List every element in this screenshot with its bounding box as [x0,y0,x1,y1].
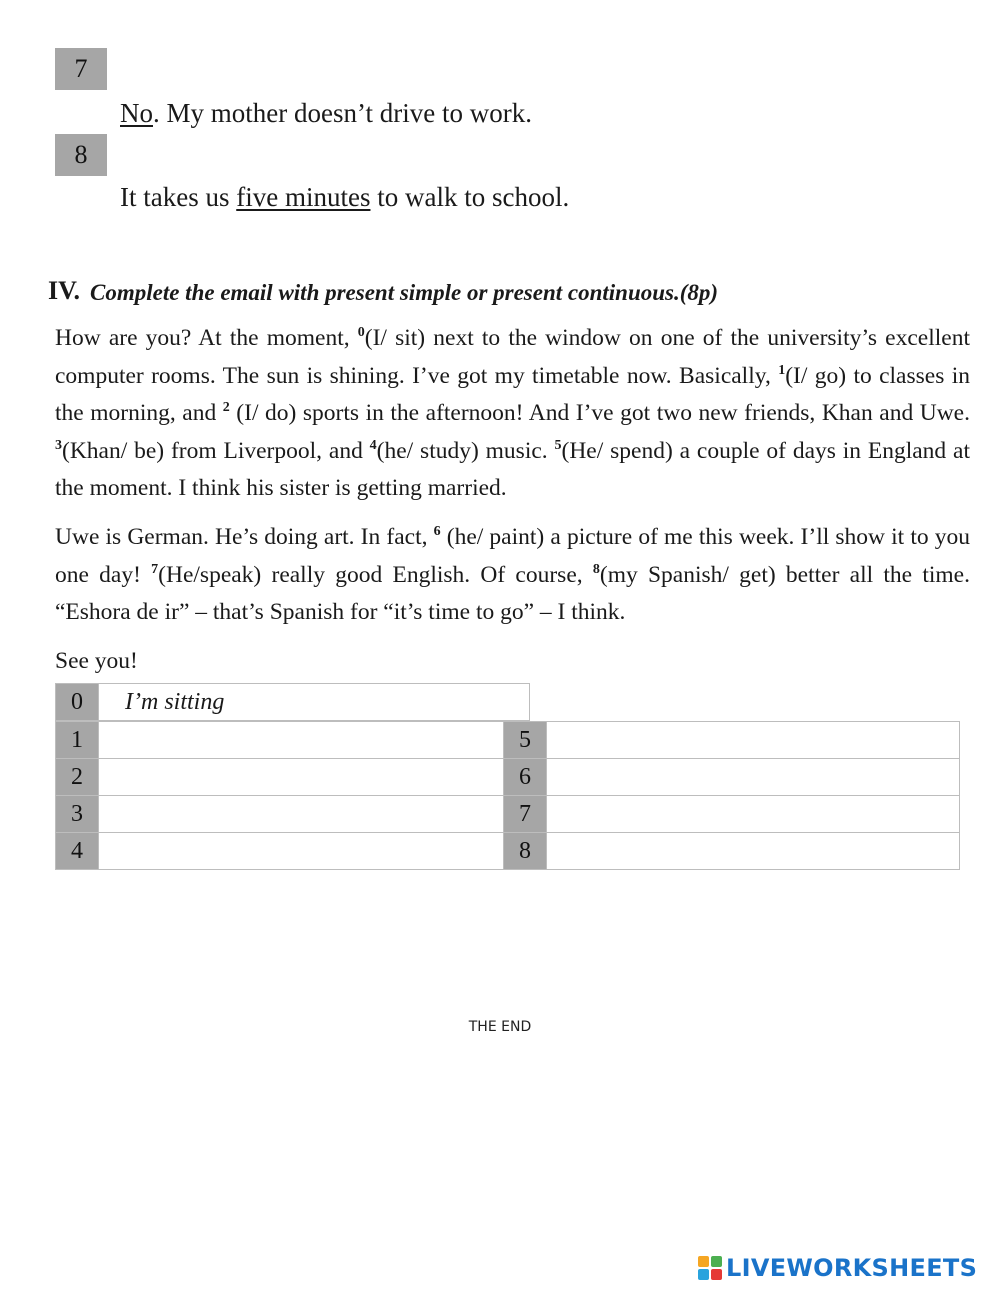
logo-icon [698,1256,722,1280]
liveworksheets-logo[interactable] [698,1254,977,1282]
item-sentence: It takes us five minutes to walk to school. [120,182,570,212]
answer-number: 8 [504,833,547,870]
answer-number: 1 [56,722,99,759]
logo-text: LIVEWORKSHEETS [726,1254,978,1282]
answer-number: 3 [56,796,99,833]
underlined-word: No [120,98,153,128]
answer-input-4[interactable] [99,833,504,870]
table-row [56,722,960,759]
answer-number: 4 [56,833,99,870]
answer-input-6[interactable] [547,759,960,796]
answer-input-5[interactable] [547,722,960,759]
answer-number: 2 [56,759,99,796]
item-number-box: 8 [55,134,107,176]
underlined-phrase: five minutes [236,182,371,212]
table-row [56,833,960,870]
answer-number: 0 [56,684,99,721]
email-paragraph-2: Uwe is German. He’s doing art. In fact, $^6$ (he/ paint) a picture of me this week. I’ll show it to you one day! $^7$(He/speak) really good English. Of course, $^8$(my Spanish/ get) better all the time. “Eshora de ir” – that’s Spanish for “it’s time to go” – I think. [55,524,970,625]
item-sentence: No. My mother doesn’t drive to work. [120,98,532,128]
answer-number: 6 [504,759,547,796]
section-instruction: Complete the email with present simple or present continuous.(8p) [90,280,719,305]
answer-input-1[interactable] [99,722,504,759]
table-row [56,759,960,796]
the-end-text: THE END [468,1019,532,1035]
answer-table [55,721,960,870]
answer-input-7[interactable] [547,796,960,833]
table-row [56,796,960,833]
example-answer: I’m sitting [99,684,530,721]
answer-input-2[interactable] [99,759,504,796]
example-answer-row [55,683,530,721]
section-number: IV. [48,276,81,305]
answer-input-3[interactable] [99,796,504,833]
email-signoff: See you! [55,648,138,674]
email-paragraph-1: How are you? At the moment, $^0$(I/ sit) next to the window on one of the university’s excellent computer rooms. The sun is shining. I’ve got my timetable now. Basically, $^1$(I/ go) to classes in the morning, and $^2$ (I/ do) sports in the afternoon! And I’ve got two new friends, Khan and Uwe. $^3$(Khan/ be) from Liverpool, and $^4$(he/ study) music. $^5$(He/ spend) a couple of days in England at the moment. I think his sister is getting married. [55,325,970,501]
item-number-box: 7 [55,48,107,90]
answer-number: 7 [504,796,547,833]
answer-input-8[interactable] [547,833,960,870]
answer-number: 5 [504,722,547,759]
